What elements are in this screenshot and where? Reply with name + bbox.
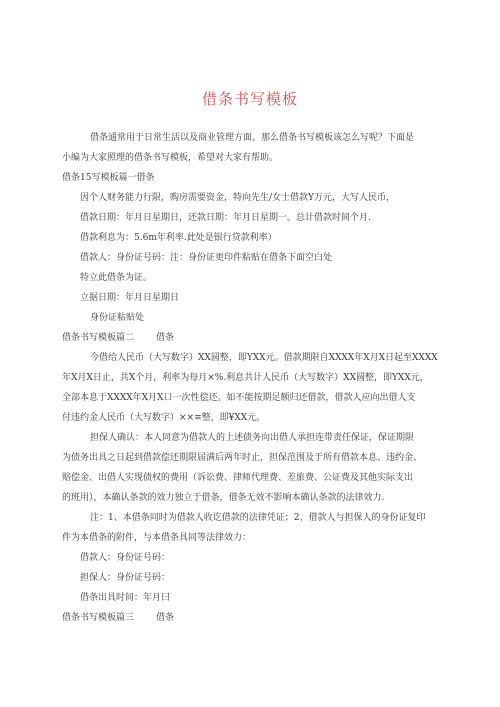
paragraph-line: 小编为大家照理的借条书写模板，希望对大家有帮助。 <box>62 153 279 163</box>
paragraph-line: 全部本息于XXXX年X月X口一次性偿还。如不能按期足额归还借款，借款人应向出借人支 <box>62 393 416 403</box>
section-heading <box>62 612 174 624</box>
paragraph-line: 借条通常用于日常生活以及商业管理方面。那么借条书写模板该怎么写呢？下面是 <box>90 133 415 143</box>
paragraph-line: 身份证粘贴处 <box>90 313 145 323</box>
paragraph-line: 担保人确认：本人同意为借款人的上述债务向出借人承担连带责任保证，保证期限 <box>90 433 415 443</box>
section-heading: 借条15写模板篇一借条 <box>62 173 155 183</box>
paragraph-line: 借款人：身份证号码：注：身份证更印件粘贴在借条下面空白处 <box>80 253 333 263</box>
document-title: 借条书写模板 <box>201 90 298 108</box>
paragraph-line: 年X月X日止，共X个月，利率为每月×%.利息共计人民币（大写数字）XX圆整，即YXX元， <box>62 373 429 383</box>
paragraph-line: 今借给人民币（大写数字）XX圆整，即YXX元。借款期限自XXXX年X月X日起至XXXX <box>90 353 438 363</box>
paragraph-line: 件为本借条的附件，与本借条具同等法律效力： <box>62 533 252 543</box>
paragraph-line: 赔偿金、出借人实现债权的费用（诉讼费、律师代理费、差旅费、公证费及其他实际支出 <box>62 473 414 483</box>
paragraph-line: 担保人：身份证号码： <box>80 573 171 583</box>
paragraph-line: 借款日期：年月日星期日，还款日期：年月日星期一。总计借款时间个月. <box>80 213 371 223</box>
paragraph-line: 借条出具时间：年月曰 <box>80 593 171 603</box>
paragraph-line: 的班用），本确认条款的效力独立于借条，借条无效不影响本确认条款的法律效力. <box>62 493 385 503</box>
paragraph-line: 借款利息为：5.6m年利率.此处是银行贷款利率） <box>80 233 277 243</box>
paragraph-line: 特立此借条为证。 <box>80 273 153 283</box>
section-heading-title: 借条书写模板篇二 <box>62 333 135 343</box>
section-heading-subtitle: 借条 <box>156 613 175 623</box>
paragraph-line: 借款人：身份证号码： <box>80 553 171 563</box>
section-heading <box>62 332 174 344</box>
section-heading-subtitle: 借条 <box>156 333 175 343</box>
paragraph-line: 注：1、本借条同时为借款人收讫借款的法律凭证；2、借款人与担保人的身份证复印 <box>90 513 426 523</box>
paragraph-line: 因个人财务能力行限，购房需要资金，特向先生/女士借款Y万元，大写人民币， <box>80 193 395 203</box>
section-heading-title: 借条书写模板篇三 <box>62 613 135 623</box>
paragraph-line: 为债务出具之日起到借款偿还期限届满后两年时止，担保范围及于所有借款本息、违约金、 <box>62 453 423 463</box>
paragraph-line: 付违约金人民币（大写数字）××≡整，即¥XX元。 <box>62 413 266 423</box>
paragraph-line: 立据日期：年月日星期日 <box>80 293 180 303</box>
